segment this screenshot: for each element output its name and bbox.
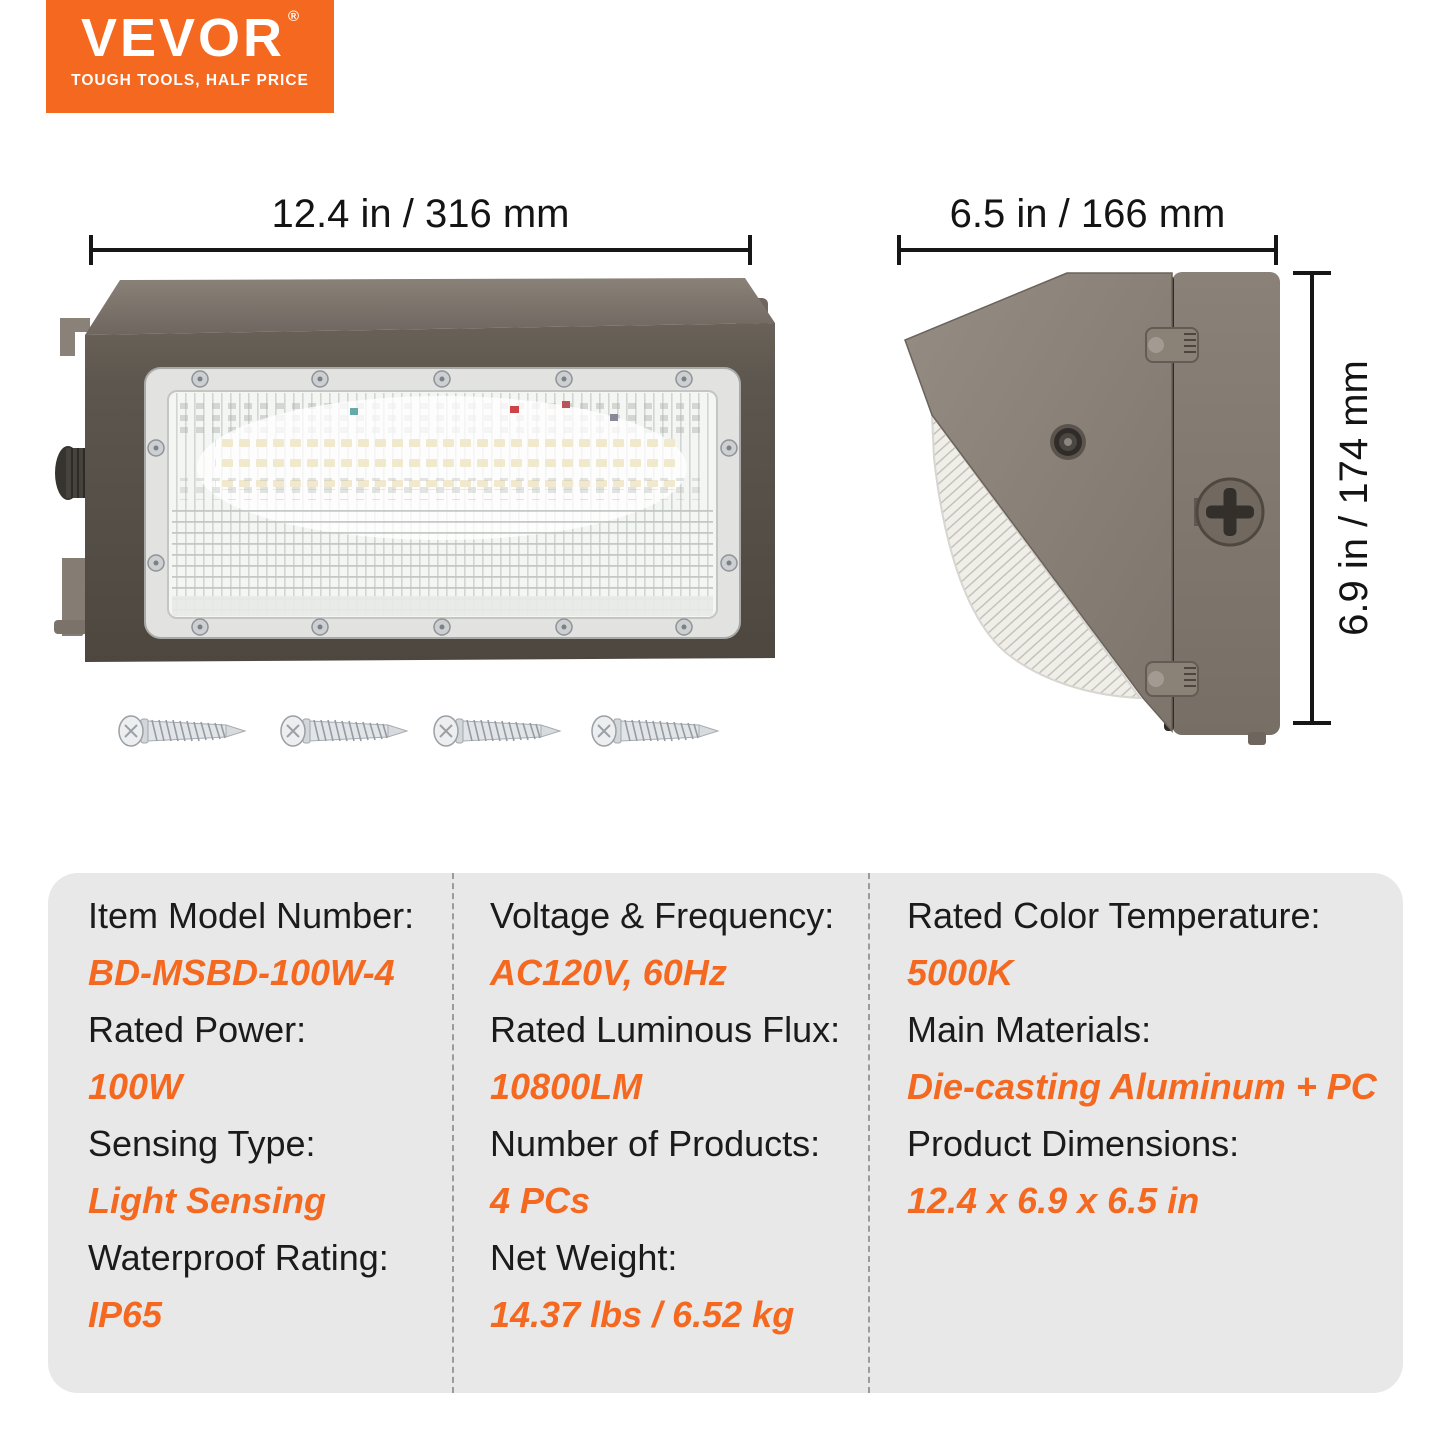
spec-label: Rated Power: <box>88 1009 307 1050</box>
spec-value: 4 PCs <box>490 1180 591 1221</box>
spec-value: IP65 <box>88 1294 163 1335</box>
brand-name <box>46 8 334 68</box>
screw-icon <box>281 716 407 746</box>
spec-value: 14.37 lbs / 6.52 kg <box>490 1294 795 1335</box>
spec-value: 12.4 x 6.9 x 6.5 in <box>907 1180 1200 1221</box>
spec-value: Die-casting Aluminum + PC <box>907 1066 1377 1107</box>
front-width-dimension-line <box>91 248 750 252</box>
prismatic-lens <box>170 393 715 616</box>
spec-label: Waterproof Rating: <box>88 1237 389 1278</box>
spec-label: Main Materials: <box>907 1009 1152 1050</box>
spec-panel <box>48 873 1403 1393</box>
spec-label: Product Dimensions: <box>907 1123 1240 1164</box>
screw-icon <box>119 716 245 746</box>
side-height-dimension-line <box>1310 273 1314 723</box>
spec-label: Item Model Number: <box>88 895 415 936</box>
spec-label: Number of Products: <box>490 1123 821 1164</box>
screw-icon <box>434 716 560 746</box>
mounting-screws-photo <box>90 706 740 756</box>
side-depth-dimension-label: 6.5 in / 166 mm <box>949 192 1226 236</box>
spec-value: AC120V, 60Hz <box>490 952 727 993</box>
spec-label: Sensing Type: <box>88 1123 316 1164</box>
drain-plug <box>1248 732 1266 745</box>
brand-wordmark: VEVOR <box>80 8 285 68</box>
brand-tagline: TOUGH TOOLS, HALF PRICE <box>71 72 309 89</box>
photocell-sensor <box>1050 424 1086 460</box>
spec-label: Rated Color Temperature: <box>907 895 1321 936</box>
screw-icon <box>592 716 718 746</box>
vevor-logo <box>46 0 334 113</box>
spec-value: BD-MSBD-100W-4 <box>88 952 395 993</box>
side-depth-dimension-line <box>899 248 1276 252</box>
front-view-photo <box>50 268 805 666</box>
spec-value: 100W <box>88 1066 183 1107</box>
side-height-dimension-label: 6.9 in / 174 mm <box>1332 360 1376 636</box>
hinge-bottom <box>1146 662 1198 696</box>
spec-label: Voltage & Frequency: <box>490 895 835 936</box>
side-view-photo <box>900 270 1290 750</box>
spec-label: Net Weight: <box>490 1237 678 1278</box>
spec-label: Rated Luminous Flux: <box>490 1009 841 1050</box>
hinge-top <box>1146 328 1198 362</box>
spec-column-1 <box>48 873 452 1393</box>
spec-column-2 <box>452 873 868 1393</box>
spec-value: 5000K <box>907 952 1014 993</box>
registered-mark: ® <box>288 8 300 25</box>
spec-value: Light Sensing <box>88 1180 326 1221</box>
spec-column-3 <box>868 873 1403 1393</box>
spec-value: 10800LM <box>490 1066 643 1107</box>
front-width-dimension-label: 12.4 in / 316 mm <box>271 192 570 236</box>
